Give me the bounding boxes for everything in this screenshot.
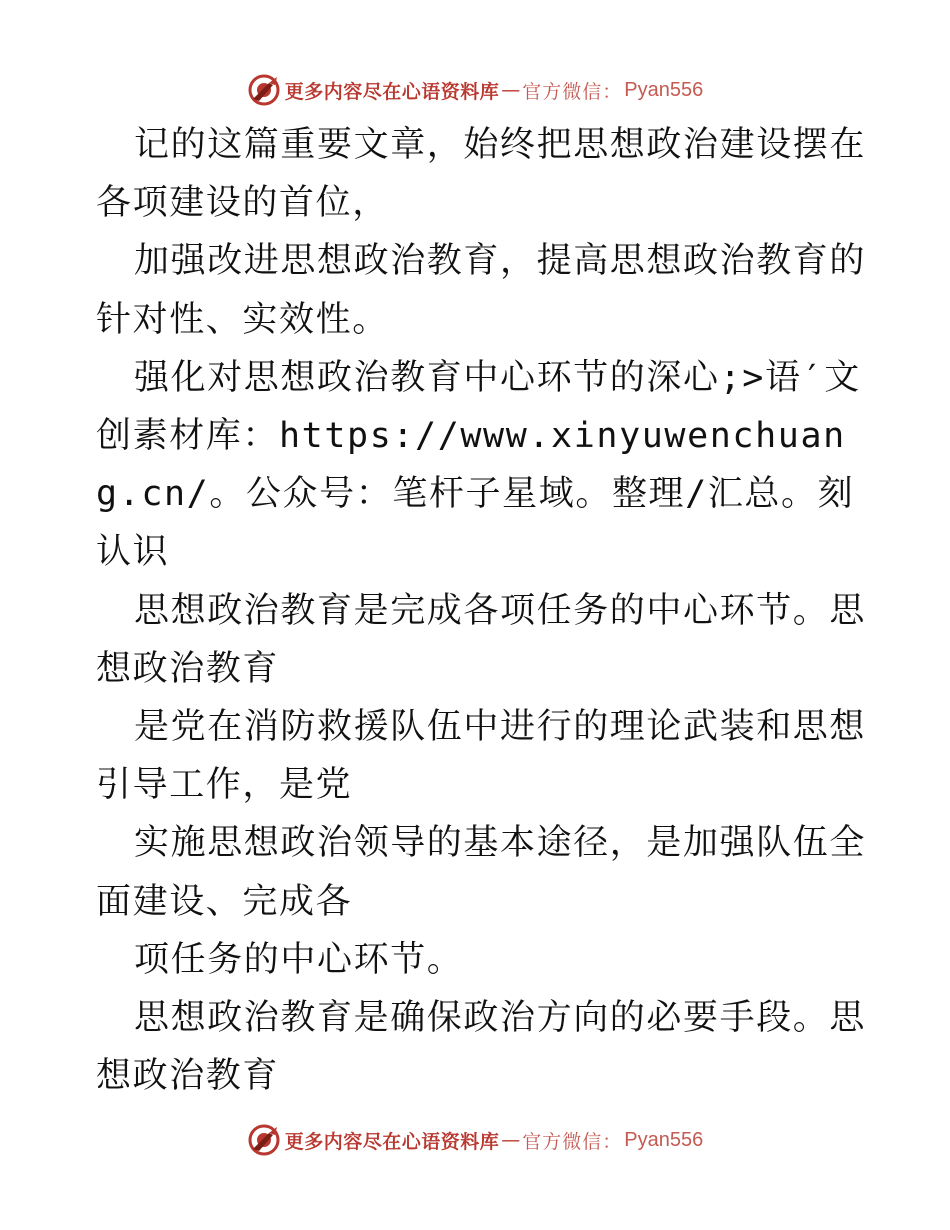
footer-separator: — bbox=[501, 1129, 521, 1151]
brand-logo-icon bbox=[247, 73, 281, 107]
footer-banner bbox=[0, 1120, 950, 1160]
paragraph: 加强改进思想政治教育，提高思想政治教育的针对性、实效性。 bbox=[96, 241, 867, 340]
paragraph: 思想政治教育是完成各项任务的中心环节。思想政治教育 bbox=[96, 590, 867, 689]
brand-logo-icon bbox=[247, 1123, 281, 1157]
document-body bbox=[96, 116, 866, 1105]
paragraph: 记的这篇重要文章，始终把思想政治建设摆在各项建设的首位， bbox=[96, 125, 867, 224]
paragraph: 项任务的中心环节。 bbox=[134, 939, 464, 980]
header-banner bbox=[0, 70, 950, 110]
footer-site-text: 更多内容尽在心语资料库 bbox=[284, 1130, 500, 1153]
footer-wechat-id: Pyan556 bbox=[624, 1128, 704, 1151]
header-wechat-id: Pyan556 bbox=[624, 78, 704, 101]
header-wechat-label: 官方微信： bbox=[522, 80, 623, 103]
paragraph: 强化对思想政治教育中心环节的深心;>语′文创素材库：https://www.xinyuwenchuang.cn/。公众号：笔杆子星域。整理/汇总。刻认识 bbox=[96, 357, 861, 573]
header-site-text: 更多内容尽在心语资料库 bbox=[284, 80, 500, 103]
paragraph: 实施思想政治领导的基本途径，是加强队伍全面建设、完成各 bbox=[96, 823, 867, 922]
paragraph: 思想政治教育是确保政治方向的必要手段。思想政治教育 bbox=[96, 998, 867, 1097]
footer-wechat-label: 官方微信： bbox=[522, 1130, 623, 1153]
header-separator: — bbox=[501, 79, 521, 101]
paragraph: 是党在消防救援队伍中进行的理论武装和思想引导工作，是党 bbox=[96, 707, 867, 806]
